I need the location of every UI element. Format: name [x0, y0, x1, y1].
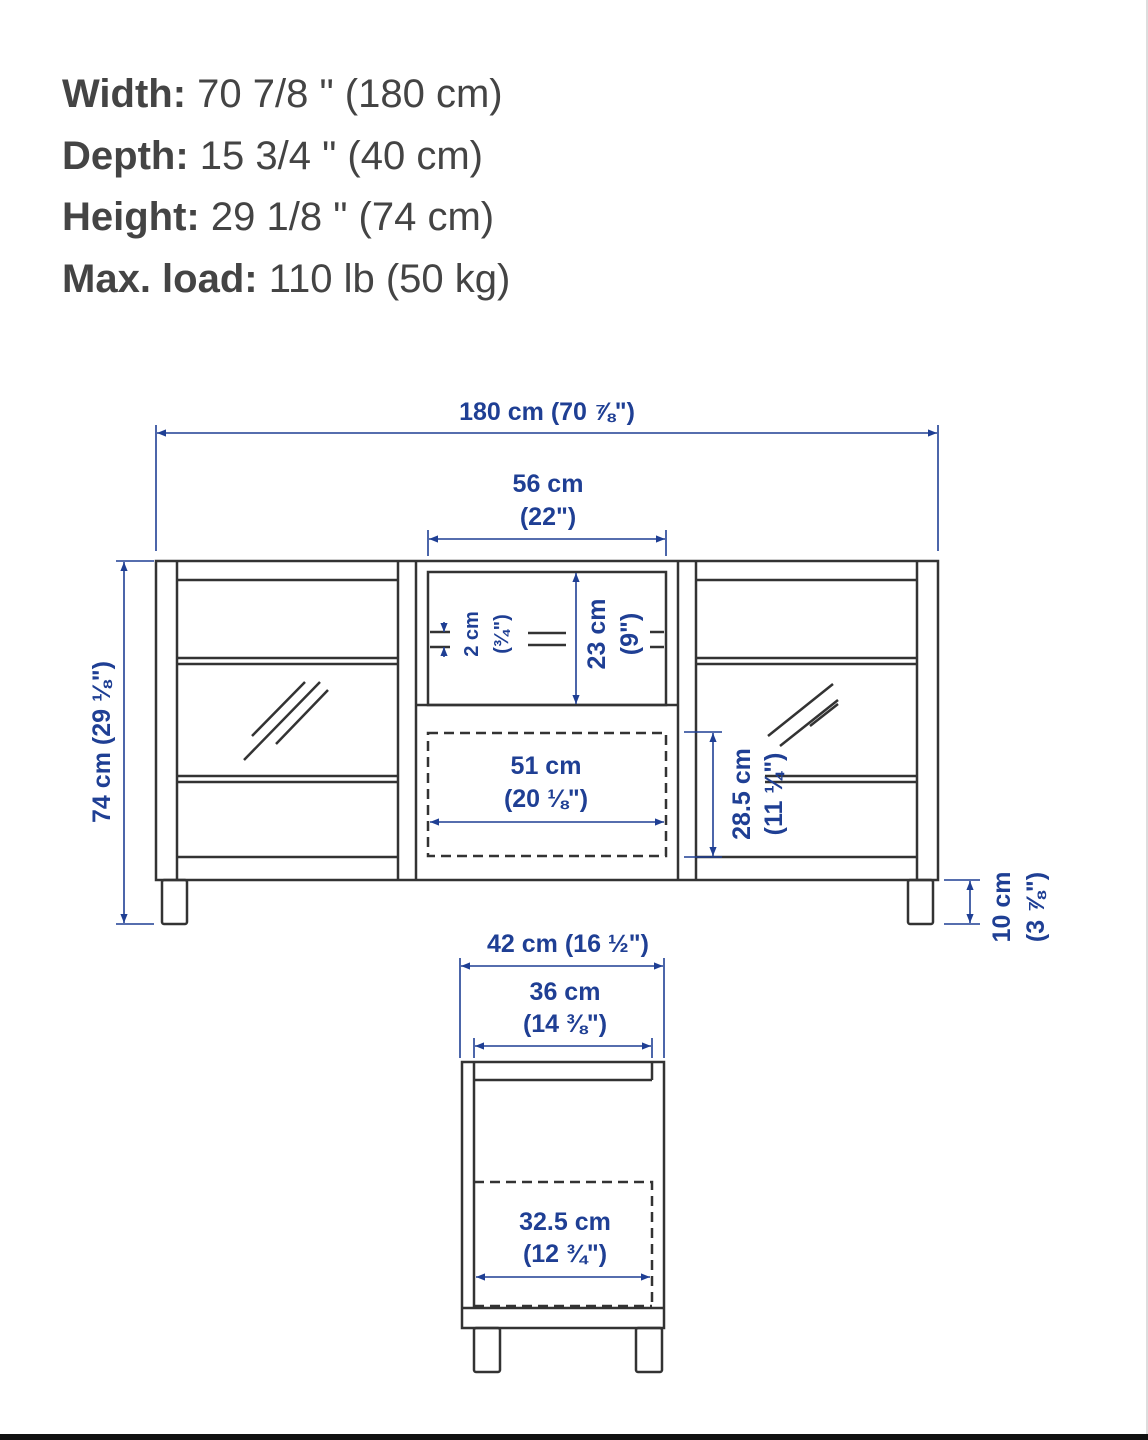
- shelf-thickness-in-label: (¾"): [491, 614, 513, 654]
- spec-value: 70 7/8 " (180 cm): [197, 72, 503, 116]
- opening-height-cm-label: 23 cm: [583, 598, 611, 670]
- drawer-height-in-label: (11 ¼"): [760, 752, 788, 836]
- spec-label: Depth:: [62, 133, 189, 178]
- leg-height-cm-label: 10 cm: [988, 871, 1016, 943]
- total-width-label: 180 cm (70 ⅞"): [459, 398, 635, 426]
- spec-label: Width:: [62, 72, 187, 116]
- drawer-height-cm-label: 28.5 cm: [728, 748, 756, 840]
- center-width-cm-label: 56 cm: [512, 470, 584, 498]
- spec-label: Max. load:: [62, 256, 258, 301]
- drawer-width-cm-label: 51 cm: [510, 752, 582, 780]
- opening-height-in-label: (9"): [616, 612, 644, 656]
- drawer-depth-in-label: (12 ¾"): [522, 1240, 608, 1268]
- page-bottom-border: [0, 1434, 1148, 1440]
- total-height-label: 74 cm (29 ⅛"): [88, 661, 116, 823]
- spec-value: 29 1/8 " (74 cm): [210, 195, 495, 239]
- drawer-depth-cm-label: 32.5 cm: [519, 1208, 611, 1236]
- glass-hatch-left: [244, 682, 328, 760]
- side-depth-label: 42 cm (16 ½"): [487, 930, 649, 958]
- spec-value: 110 lb (50 kg): [268, 256, 511, 301]
- dimension-lines-front: [116, 425, 980, 924]
- center-width-in-label: (22"): [519, 503, 577, 531]
- glass-hatch-right: [768, 684, 838, 746]
- shelf-thickness-cm-label: 2 cm: [461, 611, 483, 657]
- front-view-cabinet: [156, 561, 938, 924]
- inner-depth-cm-label: 36 cm: [529, 978, 601, 1006]
- spec-label: Height:: [62, 195, 200, 239]
- leg-height-in-label: (3 ⅞"): [1022, 871, 1050, 943]
- drawer-width-in-label: (20 ⅛"): [503, 785, 589, 813]
- inner-depth-in-label: (14 ⅜"): [522, 1010, 608, 1038]
- spec-value: 15 3/4 " (40 cm): [199, 133, 483, 178]
